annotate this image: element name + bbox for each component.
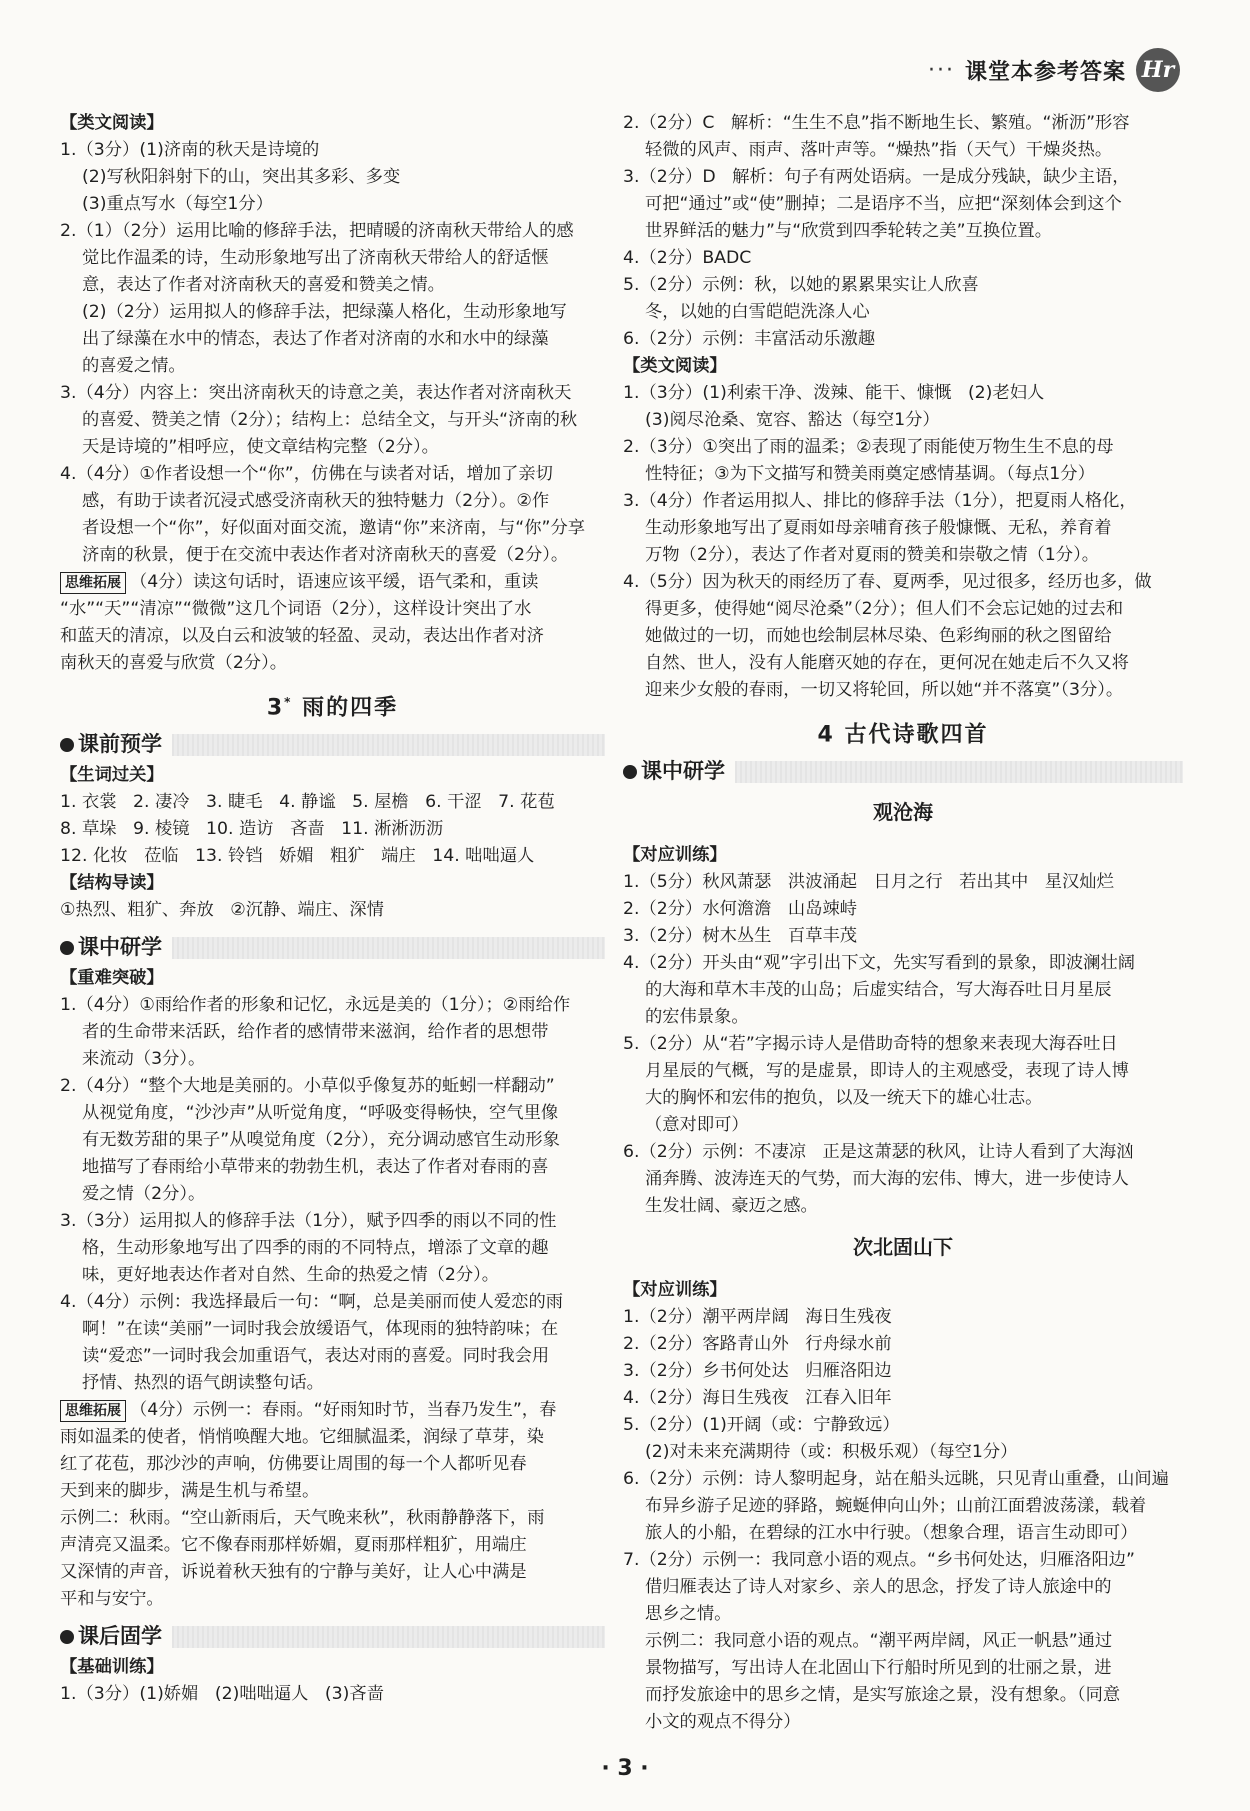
answer-line: 从视觉角度，“沙沙声”从听觉角度，“呼吸变得畅快，空气里像 xyxy=(60,1103,559,1124)
section-banner-bar xyxy=(735,761,1183,783)
answer-line: 8. 草垛 9. 棱镜 10. 造访 吝啬 11. 淅淅沥沥 xyxy=(60,819,444,840)
section-label: 【结构导读】 xyxy=(60,873,164,894)
left-column xyxy=(60,110,605,1708)
section-banner-bar xyxy=(172,734,605,756)
section-label: 【重难突破】 xyxy=(60,968,164,989)
answer-line: 雨如温柔的使者，悄悄唤醒大地。它细腻温柔，润绿了草芽，染 xyxy=(60,1427,544,1448)
section-label: 【对应训练】 xyxy=(623,1280,727,1301)
answer-line: 4.（2分）海日生残夜 江春入旧年 xyxy=(623,1388,892,1409)
answer-line: 6.（2分）示例：丰富活动乐激趣 xyxy=(623,329,876,349)
bullet-icon xyxy=(60,738,74,752)
answer-line: 觉比作温柔的诗，生动形象地写出了济南秋天带给人的舒适惬 xyxy=(60,248,549,268)
thinking-extension xyxy=(60,1397,605,1424)
answer-line: 天是诗境的”相呼应，使文章结构完整（2分）。 xyxy=(60,437,439,457)
answer-line: 而抒发旅途中的思乡之情，是实写旅途之景，没有想象。（同意 xyxy=(623,1685,1121,1706)
answer-line: 平和与安宁。 xyxy=(60,1589,164,1610)
lesson-number: 4 xyxy=(817,722,835,748)
answer-line: 南秋天的喜爱与欣赏（2分）。 xyxy=(60,653,288,673)
answer-line: 1.（3分）(1)济南的秋天是诗境的 xyxy=(60,140,320,160)
answer-line: 12. 化妆 莅临 13. 铃铛 娇媚 粗犷 端庄 14. 咄咄逼人 xyxy=(60,846,535,867)
answer-line: 和蓝天的清凉，以及白云和波皱的轻盈、灵动，表达出作者对济 xyxy=(60,626,544,646)
answer-line: 世界鲜活的魅力”与“欣赏到四季轮转之美”互换位置。 xyxy=(623,221,1053,241)
answer-line: 济南的秋景，便于在交流中表达作者对济南秋天的喜爱（2分）。 xyxy=(60,545,569,565)
section-label: 【类文阅读】 xyxy=(60,113,164,133)
brand-logo: Hr xyxy=(1136,48,1180,92)
answer-line: 3.（4分）内容上：突出济南秋天的诗意之美，表达作者对济南秋天 xyxy=(60,383,572,403)
answer-line: 2.（2分）水何澹澹 山岛竦峙 xyxy=(623,899,858,920)
right-column xyxy=(623,110,1183,1736)
section-banner-bar xyxy=(172,937,605,959)
answer-line: 大的胸怀和宏伟的抱负，以及一统天下的雄心壮志。 xyxy=(623,1088,1043,1109)
answer-line: 1.（3分）(1)利索干净、泼辣、能干、慷慨 (2)老妇人 xyxy=(623,383,1045,403)
answer-line: 2.（2分）C 解析：“生生不息”指不断地生长、繁殖。“淅沥”形容 xyxy=(623,113,1130,133)
answer-line: ①热烈、粗犷、奔放 ②沉静、端庄、深情 xyxy=(60,900,384,921)
answer-line: 读“爱恋”一词时我会加重语气，表达对雨的喜爱。同时我会用 xyxy=(60,1346,550,1367)
answer-line: (3)阅尽沧桑、宽容、豁达（每空1分） xyxy=(623,410,940,430)
section-banner xyxy=(60,934,605,961)
answer-line: 3.（2分）D 解析：句子有两处语病。一是成分残缺，缺少主语， xyxy=(623,167,1130,187)
answer-line: 6.（2分）示例：不凄凉 正是这萧瑟的秋风，让诗人看到了大海汹 xyxy=(623,1142,1134,1163)
answer-line: (2)（2分）运用拟人的修辞手法，把绿藻人格化，生动形象地写 xyxy=(60,302,567,322)
answer-line: (2)写秋阳斜射下的山，突出其多彩、多变 xyxy=(60,167,401,187)
section-banner-title: 课中研学 xyxy=(78,935,162,960)
answer-line: 景物描写，写出诗人在北固山下行船时所见到的壮丽之景，进 xyxy=(623,1658,1112,1679)
answer-line: 者的生命带来活跃，给作者的感情带来滋润，给作者的思想带 xyxy=(60,1022,549,1043)
thinking-extension-tag: 思维拓展 xyxy=(60,1400,126,1422)
bullet-icon xyxy=(60,1630,74,1644)
answer-line: 布异乡游子足迹的驿路，蜿蜒伸向山外；山前江面碧波荡漾，载着 xyxy=(623,1496,1147,1517)
answer-line: 5.（2分）示例：秋，以她的累累果实让人欣喜 xyxy=(623,275,979,295)
thinking-extension-tag: 思维拓展 xyxy=(60,572,126,594)
answer-line: 冬，以她的白雪皑皑洗涤人心 xyxy=(623,302,870,322)
answer-line: 者设想一个“你”，好似面对面交流，邀请“你”来济南，与“你”分享 xyxy=(60,518,586,538)
answer-line: 可把“通过”或“使”删掉；二是语序不当，应把“深刻体会到这个 xyxy=(623,194,1122,214)
answer-line: 的大海和草木丰茂的山岛；后虚实结合，写大海吞吐日月星辰 xyxy=(623,980,1112,1001)
lesson-title xyxy=(623,716,1183,748)
answer-text: （4分）示例一：春雨。“好雨知时节，当春乃发生”，春 xyxy=(130,1400,557,1421)
answer-line: 她做过的一切，而她也绘制层林尽染、色彩绚丽的秋之图留给 xyxy=(623,626,1112,646)
answer-line: 2.（3分）①突出了雨的温柔；②表现了雨能使万物生生不息的母 xyxy=(623,437,1114,457)
answer-line: 有无数芳甜的果子”从嗅觉角度（2分），充分调动感官生动形象 xyxy=(60,1130,560,1151)
header-title: 课堂本参考答案 xyxy=(964,59,1126,85)
answer-line: 的喜爱、赞美之情（2分）；结构上：总结全文，与开头“济南的秋 xyxy=(60,410,578,430)
answer-line: 小文的观点不得分） xyxy=(623,1712,801,1733)
poem-title: 观沧海 xyxy=(873,800,933,825)
answer-line: 性特征；③为下文描写和赞美雨奠定感情基调。（每点1分） xyxy=(623,464,1095,484)
lesson-title xyxy=(60,689,605,721)
answer-line: 1.（3分）(1)娇媚 (2)咄咄逼人 (3)吝啬 xyxy=(60,1684,384,1705)
answer-line: 4.（2分）BADC xyxy=(623,248,752,268)
answer-line: 爱之情（2分）。 xyxy=(60,1184,206,1205)
answer-line: 味，更好地表达作者对自然、生命的热爱之情（2分）。 xyxy=(60,1265,500,1286)
page-number: · 3 · xyxy=(601,1756,649,1781)
section-banner-title: 课中研学 xyxy=(641,759,725,784)
answer-line: 生动形象地写出了夏雨如母亲哺育孩子般慷慨、无私，养育着 xyxy=(623,518,1112,538)
poem-title: 次北固山下 xyxy=(853,1235,953,1260)
answer-line: 天到来的脚步，满是生机与希望。 xyxy=(60,1481,320,1502)
answer-line: 4.（4分）①作者设想一个“你”，仿佛在与读者对话，增加了亲切 xyxy=(60,464,553,484)
answer-line: 6.（2分）示例：诗人黎明起身，站在船头远眺，只见青山重叠，山间遍 xyxy=(623,1469,1169,1490)
answer-line: 2.（1）（2分）运用比喻的修辞手法，把晴暖的济南秋天带给人的感 xyxy=(60,221,574,241)
answer-line: 5.（2分）(1)开阔（或：宁静致远） xyxy=(623,1415,900,1436)
page-header xyxy=(928,48,1180,92)
answer-line: 3.（2分）树木丛生 百草丰茂 xyxy=(623,926,858,947)
answer-line: 思乡之情。 xyxy=(623,1604,732,1625)
answer-line: 1.（4分）①雨给作者的形象和记忆，永远是美的（1分）；②雨给作 xyxy=(60,995,571,1016)
answer-line: 红了花苞，那沙沙的声响，仿佛要让周围的每一个人都听见春 xyxy=(60,1454,527,1475)
section-banner-title: 课后固学 xyxy=(78,1624,162,1649)
answer-line: 声清亮又温柔。它不像春雨那样娇媚，夏雨那样粗犷，用端庄 xyxy=(60,1535,527,1556)
answer-line: 3.（2分）乡书何处达 归雁洛阳边 xyxy=(623,1361,892,1382)
answer-line: 旅人的小船，在碧绿的江水中行驶。（想象合理，语言生动即可） xyxy=(623,1523,1138,1544)
answer-line: 月星辰的气概，写的是虚景，即诗人的主观感受，表现了诗人博 xyxy=(623,1061,1129,1082)
lesson-mark: * xyxy=(284,695,293,709)
answer-line: 的宏伟景象。 xyxy=(623,1007,749,1028)
answer-line: 1.（2分）潮平两岸阔 海日生残夜 xyxy=(623,1307,892,1328)
answer-line: (2)对未来充满期待（或：积极乐观）（每空1分） xyxy=(623,1442,1018,1463)
answer-text: （4分）读这句话时，语速应该平缓，语气柔和，重读 xyxy=(130,572,539,592)
answer-line: 4.（4分）示例：我选择最后一句：“啊，总是美丽而使人爱恋的雨 xyxy=(60,1292,564,1313)
answer-line: 4.（5分）因为秋天的雨经历了春、夏两季，见过很多，经历也多，做 xyxy=(623,572,1152,592)
answer-line: 万物（2分），表达了作者对夏雨的赞美和崇敬之情（1分）。 xyxy=(623,545,1099,565)
answer-line: 格，生动形象地写出了四季的雨的不同特点，增添了文章的趣 xyxy=(60,1238,549,1259)
lesson-name: 雨的四季 xyxy=(302,695,399,721)
answer-line: （意对即可） xyxy=(623,1115,749,1136)
answer-line: 涌奔腾、波涛连天的气势，而大海的宏伟、博大，进一步使诗人 xyxy=(623,1169,1129,1190)
lesson-name: 古代诗歌四首 xyxy=(844,722,989,748)
answer-line: 2.（4分）“整个大地是美丽的。小草似乎像复苏的蚯蚓一样翻动” xyxy=(60,1076,555,1097)
section-banner-bar xyxy=(172,1626,605,1648)
answer-line: 又深情的声音，诉说着秋天独有的宁静与美好，让人心中满是 xyxy=(60,1562,527,1583)
section-label: 【类文阅读】 xyxy=(623,356,727,376)
section-label: 【生词过关】 xyxy=(60,765,164,786)
section-label: 【对应训练】 xyxy=(623,845,727,866)
answer-line: 3.（3分）运用拟人的修辞手法（1分），赋予四季的雨以不同的性 xyxy=(60,1211,557,1232)
answer-line: 示例二：我同意小语的观点。“潮平两岸阔，风正一帆悬”通过 xyxy=(623,1631,1113,1652)
answer-line: 1. 衣裳 2. 凄冷 3. 睫毛 4. 静谧 5. 屋檐 6. 干涩 7. 花苞 xyxy=(60,792,555,813)
answer-line: 迎来少女般的春雨，一切又将轮回，所以她“并不落寞”（3分）。 xyxy=(623,680,1124,700)
bullet-icon xyxy=(623,765,637,779)
answer-line: “水”“天”“清凉”“微微”这几个词语（2分），这样设计突出了水 xyxy=(60,599,532,619)
section-label: 【基础训练】 xyxy=(60,1657,164,1678)
header-dots: ··· xyxy=(928,57,955,83)
answer-line: 自然、世人，没有人能磨灭她的存在，更何况在她走后不久又将 xyxy=(623,653,1129,673)
lesson-number: 3 xyxy=(266,695,285,721)
answer-line: 2.（2分）客路青山外 行舟绿水前 xyxy=(623,1334,892,1355)
answer-line: 的喜爱之情。 xyxy=(60,356,186,376)
section-banner xyxy=(623,758,1183,785)
section-banner xyxy=(60,1623,605,1650)
answer-line: 5.（2分）从“若”字揭示诗人是借助奇特的想象来表现大海吞吐日 xyxy=(623,1034,1118,1055)
answer-line: 地描写了春雨给小草带来的勃勃生机，表达了作者对春雨的喜 xyxy=(60,1157,549,1178)
answer-line: 借归雁表达了诗人对家乡、亲人的思念，抒发了诗人旅途中的 xyxy=(623,1577,1112,1598)
bullet-icon xyxy=(60,941,74,955)
answer-line: 感，有助于读者沉浸式感受济南秋天的独特魅力（2分）。②作 xyxy=(60,491,550,511)
answer-line: 出了绿藻在水中的情态，表达了作者对济南的水和水中的绿藻 xyxy=(60,329,549,349)
answer-line: 得更多，使得她“阅尽沧桑”（2分）；但人们不会忘记她的过去和 xyxy=(623,599,1124,619)
answer-line: 7.（2分）示例一：我同意小语的观点。“乡书何处达，归雁洛阳边” xyxy=(623,1550,1135,1571)
answer-line: 啊！”在读“美丽”一词时我会放缓语气，体现雨的独特韵味；在 xyxy=(60,1319,559,1340)
answer-line: 示例二：秋雨。“空山新雨后，天气晚来秋”，秋雨静静落下，雨 xyxy=(60,1508,545,1529)
thinking-extension xyxy=(60,569,605,596)
answer-line: 1.（5分）秋风萧瑟 洪波涌起 日月之行 若出其中 星汉灿烂 xyxy=(623,872,1114,893)
answer-line: 来流动（3分）。 xyxy=(60,1049,206,1070)
answer-line: 意，表达了作者对济南秋天的喜爱和赞美之情。 xyxy=(60,275,445,295)
section-banner xyxy=(60,731,605,758)
answer-line: 抒情、热烈的语气朗读整句话。 xyxy=(60,1373,324,1394)
answer-line: 生发壮阔、豪迈之感。 xyxy=(623,1196,818,1217)
answer-line: 4.（2分）开头由“观”字引出下文，先实写看到的景象，即波澜壮阔 xyxy=(623,953,1135,974)
answer-line: 3.（4分）作者运用拟人、排比的修辞手法（1分），把夏雨人格化， xyxy=(623,491,1137,511)
section-banner-title: 课前预学 xyxy=(78,732,162,757)
answer-line: 轻微的风声、雨声、落叶声等。“燥热”指（天气）干燥炎热。 xyxy=(623,140,1113,160)
answer-line: (3)重点写水（每空1分） xyxy=(60,194,273,214)
